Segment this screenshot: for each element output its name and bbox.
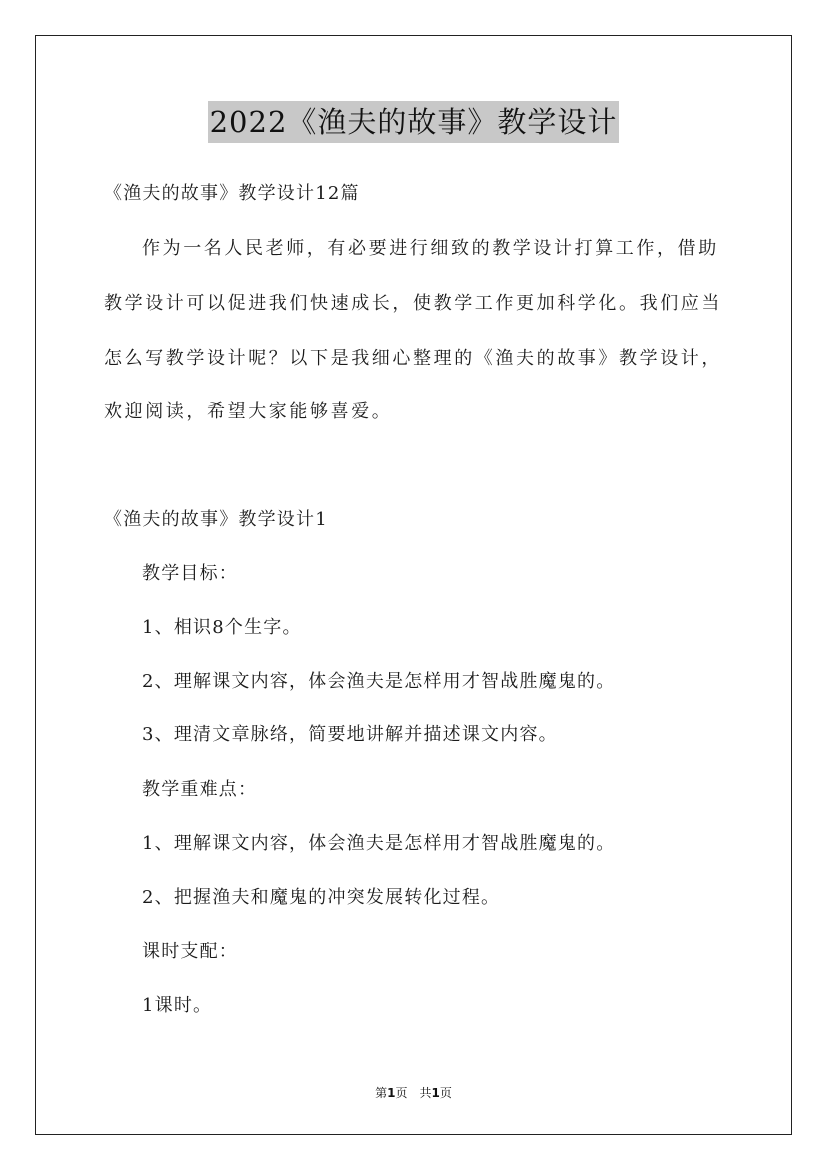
key-points-heading: 教学重难点： bbox=[142, 779, 258, 800]
section-title: 《渔夫的故事》教学设计1 bbox=[104, 509, 328, 530]
footer-suffix: 页 bbox=[439, 1086, 452, 1100]
footer-prefix: 第 bbox=[375, 1086, 388, 1100]
schedule-value: 1课时。 bbox=[142, 995, 213, 1016]
intro-line: 怎么写教学设计呢？以下是我细心整理的《渔夫的故事》教学设计， bbox=[104, 348, 722, 369]
goal-item: 2、理解课文内容，体会渔夫是怎样用才智战胜魔鬼的。 bbox=[142, 671, 616, 692]
footer-mid: 页 共 bbox=[395, 1086, 432, 1100]
goal-item: 1、相识8个生字。 bbox=[142, 617, 302, 638]
key-point-item: 1、理解课文内容，体会渔夫是怎样用才智战胜魔鬼的。 bbox=[142, 833, 616, 854]
document-title: 2022《渔夫的故事》教学设计 bbox=[208, 101, 620, 143]
footer-current-page: 1 bbox=[387, 1086, 396, 1100]
document-subtitle: 《渔夫的故事》教学设计12篇 bbox=[104, 183, 360, 204]
goals-heading: 教学目标： bbox=[142, 563, 238, 584]
intro-line: 作为一名人民老师，有必要进行细致的教学设计打算工作，借助 bbox=[142, 238, 719, 259]
footer-total-pages: 1 bbox=[431, 1086, 440, 1100]
key-point-item: 2、把握渔夫和魔鬼的冲突发展转化过程。 bbox=[142, 887, 501, 908]
intro-paragraph bbox=[104, 237, 726, 422]
title-wrap bbox=[0, 101, 827, 143]
goal-item: 3、理清文章脉络，简要地讲解并描述课文内容。 bbox=[142, 724, 558, 745]
intro-line: 欢迎阅读，希望大家能够喜爱。 bbox=[104, 401, 393, 422]
schedule-heading: 课时支配： bbox=[142, 941, 238, 962]
page-footer bbox=[0, 1084, 827, 1101]
intro-line: 教学设计可以促进我们快速成长，使教学工作更加科学化。我们应当 bbox=[104, 293, 722, 314]
